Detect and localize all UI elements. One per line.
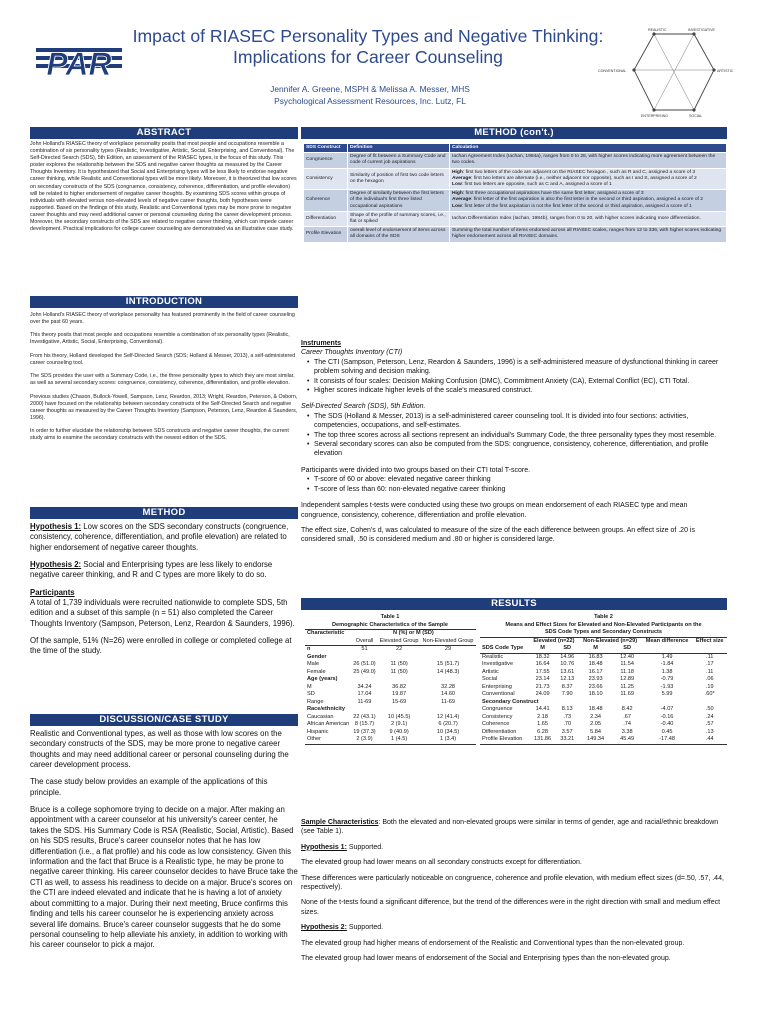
participants-label: Participants <box>30 587 75 597</box>
intro-paragraph: Previous studies (Chason, Bullock-Yowell, Sampson, Lenz, Reardon, 2013; Wright, Reardon, Peterson, & Osborn, 2000) have focused on the relationship between secondary constructs of the Self-Directed Search and negative career thoughts as measured by the Career Thoughts Inventory (Sampson, Peterson, Lenz, Reardon & Saunders, 1996). <box>30 393 298 421</box>
table-row: Female 25 (49.0) 11 (50) 14 (48.3) <box>307 668 460 675</box>
sample-text: Of the sample, 51% (N=26) were enrolled in college or completed college at the time of the study. <box>30 636 292 656</box>
col-header: Definition <box>348 144 450 153</box>
table-2-caption-2: SDS Code Types and Secondary Constructs <box>544 629 663 635</box>
abstract-heading: ABSTRACT <box>30 127 298 139</box>
title-line-1: Impact of RIASEC Personality Types and Negative Thinking: <box>132 26 604 46</box>
hex-label-enterprising: ENTERPRISING <box>641 114 668 118</box>
method-heading: METHOD <box>30 507 298 519</box>
hypothesis-1: Hypothesis 1: Low scores on the SDS secondary constructs (congruence, consistency, coherence, differentiation, and profile elevation) are related to higher endorsement of negative career thoughts. <box>30 522 289 552</box>
cti-list <box>308 358 727 396</box>
table-row: Congruence 14.41 8.13 18.48 8.42 -4.07 .50 <box>482 706 714 712</box>
results-h2-label: Hypothesis 2: <box>301 924 347 932</box>
intro-paragraph: In order to further elucidate the relationship between SDS constructs and negative career thoughts, the current study aims to examine the secondary constructs with the newest edition of the SDS. <box>30 428 289 442</box>
introduction-text <box>30 312 298 500</box>
table-row: Congruence Degree of fit between a Summary Code and code of current job aspirations Iachan Agreement Index (Iachan, 1984a), ranges from 0 to 28, with higher scores indicating more agreement between the two codes. <box>304 153 727 168</box>
table-row: Coherence 1.65 .70 2.05 .74 -0.40 .57 <box>482 721 714 727</box>
table-row: Differentiation Shape of the profile of summary scores, i.e., flat or spiked Iachan Differentiation Index (Iachan, 1984b), ranges from 0 to 20, with higher scores indicating more differentiation. <box>304 211 727 226</box>
riasec-hexagon <box>596 22 746 122</box>
table-row: Realistic 18.32 14.96 16.83 12.40 1.49 .11 <box>482 653 714 660</box>
results-paragraph: The elevated group had higher means of endorsement of the Realistic and Conventional types than the non-elevated group. <box>301 939 685 947</box>
table-1-caption: Demographic Characteristics of the Sample <box>332 621 448 628</box>
effect-size-text: The effect size, Cohen's d, was calculated to measure of the size of the each difference between groups. An effect size of .20 is considered small, .50 is considered medium and .80 or higher is considered large. <box>301 526 695 544</box>
table-row: Differentiation 6.28 3.57 5.84 3.38 0.45 .13 <box>482 728 714 735</box>
table-row: Enterprising 21.73 8.37 23.66 11.25 -1.93 .19 <box>482 683 714 690</box>
table-row: Profile Elevation 131.86 33.21 149.34 45.49 -17.48 .44 <box>480 736 727 744</box>
results-paragraph: The elevated group had lower means of endorsement of the Social and Enterprising types than the non-elevated group. <box>301 955 671 963</box>
list-item: • T-score of less than 60: non-elevated negative career thinking <box>308 485 727 494</box>
method-text <box>30 522 298 707</box>
table-subheader: Secondary Construct <box>482 698 539 705</box>
hex-label-conventional: CONVENTIONAL <box>598 69 627 73</box>
list-item: • The CTI (Sampson, Peterson, Lenz, Reardon & Saunders, 1996) is a self-administered measure of dysfunctional thinking in career problem solving and decision making. <box>308 358 727 377</box>
groups-list <box>308 475 727 494</box>
discussion-heading: DISCUSSION/CASE STUDY <box>30 714 298 726</box>
table-row: Consistency 2.18 .73 2.34 .67 -0.16 .24 <box>482 713 714 720</box>
table-2-caption-1: Means and Effect Sizes for Elevated and Non-Elevated Participants on the <box>505 621 702 628</box>
table-row: Hispanic 19 (37.3) 9 (40.9) 10 (34.5) <box>307 728 460 735</box>
logo-text: PAR <box>46 46 112 82</box>
case-study-paragraph: Bruce is a college sophomore trying to decide on a major. After making an appointment with a career counselor at his university's career center, he takes the SDS. His Summary Code is RSA (Realistic, Social, Artistic). Based on his SDS results, Bruce's career counselor notes that he has low differentiation (i.e., a flat profile) and his code as low consistency. Given this information and the fact that Bruce is a Realistic type, he may be prone to negative career thinking. His career counselor decides to have Bruce take the CTI as well, to assess his readiness to decide on a major. Bruce's scores on the CTI are indeed elevated and indicate that he is having a lot of anxiety about committing to a major. During their next meeting, Bruce confirms this finding and tells his career counselor he is experiencing anxiety across several life domains. Bruce's career counselor suggests that he do some personal counseling to help alleviate his anxiety, in addition to working with his career counselor to pick a major. <box>30 805 298 950</box>
table-2 <box>480 614 727 745</box>
cti-title: Career Thoughts Inventory (CTI) <box>301 349 403 357</box>
results-paragraph: The elevated group had lower means on all secondary constructs except for differentiation. <box>301 859 582 867</box>
discussion-paragraph: The case study below provides an example of the applications of this principle. <box>30 777 268 797</box>
table-row: African American 8 (15.7) 2 (9.1) 6 (20.7) <box>307 721 458 727</box>
list-item: • It consists of four scales: Decision Making Confusion (DMC), Commitment Anxiety (CA), External Conflict (EC), CTI Total. <box>308 377 727 386</box>
results-h1-label: Hypothesis 1: <box>301 843 347 851</box>
constructs-table <box>303 143 727 243</box>
table-1 <box>305 614 475 745</box>
table-1-title: Table 1 <box>380 614 400 620</box>
sds-title: Self-Directed Search (SDS), 5th Edition. <box>301 403 426 411</box>
groups-text: Participants were divided into two groups based on their CTI total T-score. <box>301 466 531 474</box>
method-cont-heading: METHOD (con't.) <box>301 127 727 139</box>
hex-label-realistic: REALISTIC <box>648 28 667 32</box>
poster-title <box>122 26 614 68</box>
hypothesis-2-label: Hypothesis 2: <box>30 560 82 570</box>
sds-list <box>308 412 727 459</box>
hex-label-investigative: INVESTIGATIVE <box>688 28 715 32</box>
col-header: Calculation <box>450 144 727 153</box>
table-row: M 34.24 36.82 32.28 <box>307 683 456 690</box>
table-row: Gender <box>307 653 327 660</box>
results-heading: RESULTS <box>301 598 727 610</box>
table-row: Conventional 24.09 7.90 18.10 11.69 5.99 .60* <box>482 691 715 697</box>
table-row: Consistency Similarity of position of first two code letters on the hexagon High: first two letters of the code are adjacent on the RIASEC hexagon , such as R and C, assigned a score of 3 Average: first two letters are alternate (i.e., neither adjacent nor opposite), such as I and S, assigned a score of 2 Low: first two letters are opposite, such as C and A, assigned a score of 1 <box>304 168 727 190</box>
table-row: n 51 22 29 <box>307 646 452 652</box>
demographics-table: Characteristic N (%) or M (SD) Overall Elevated Group Non-Elevated Group n 51 22 29 Gender Male 26 (51.0) 11 (50) 15 (51.7) Female 25 (49.0) 11 (50) 14 (48.3) Age (years) M 34.24 36.82 32.28 SD 17.04 19.87 14.60 Range 11-69 15-69 11-69 Race/ethnicity Caucasian 22 (43.1) 10 (45.5) 12 (41.4) African American 8 (15.7) 2 (9.1) 6 (20.7) Hispanic 19 (37.3) 9 (40.9) 10 (34.5) Other 2 (3.9) 1 (4.5) 1 (3.4) <box>307 630 474 742</box>
abstract-paragraph: John Holland's RIASEC theory of workplace personality posits that most people and occupations resemble a combination of six personality types (Realistic, Investigative, Artistic, Social, Enterprising, and Conventional). The Self-Directed Search (SDS), 5th Edition, an assessment of the RIASEC types, is the focus of this study. This poster explores the relationship between the SDS and negative career thoughts as measured by the Career Thoughts Inventory. It is hypothesized that Social and Enterprising types will be less likely to endorse negative career thinking, while Realistic and Conventional types will be more likely. Moreover, it is theorized that low scores on secondary constructs of the SDS (congruence, consistency, coherence, differentiation, and profile elevation) will be related to higher endorsement of negative career thoughts. By examining SDS scores within groups of individuals with elevated versus non-elevated levels of negative career thoughts, both hypotheses were supported. Based on the findings of this study, Realistic and Conventional types may be more prone to negative career thoughts and may need additional career or personal counseling during the career development process. Moreover, the secondary constructs of the SDS are related to negative career thinking, which can impede career development. Practical implications for college career counseling are demonstrated via an illustrative case study. <box>30 141 297 233</box>
table-row: Male 26 (51.0) 11 (50) 15 (51.7) <box>307 661 460 667</box>
ttest-text: Independent samples t-tests were conducted using these two groups on mean endorsement of each RIASEC type and mean congruence, consistency, coherence, differentiation and profile elevation. <box>301 502 688 519</box>
affiliation: Psychological Assessment Resources, Inc. Lutz, FL <box>274 96 466 106</box>
list-item: • The top three scores across all sections represent an individual's Summary Code, the three personality types they most resemble. <box>308 431 727 440</box>
sample-characteristics: Sample Characteristics: Both the elevated and non-elevated groups were similar in terms of gender, age and racial/ethnic breakdown (see Table 1). <box>301 819 719 836</box>
instruments-section <box>301 339 727 597</box>
participants-text: A total of 1,739 individuals were recruited nationwide to complete SDS, 5th edition and a subset of this sample (n = 51) also completed the Career Thoughts Inventory (Sampson, Peterson, Lenz, Reardon & Saunders, 1996). <box>30 598 295 628</box>
table-row: Caucasian 22 (43.1) 10 (45.5) 12 (41.4) <box>307 713 460 720</box>
intro-paragraph: John Holland's RIASEC theory of workplace personality has featured prominently in the field of career counseling over the past 60 years. <box>30 312 295 326</box>
list-item: • Higher scores indicate higher levels of the scale's measured construct. <box>308 386 727 395</box>
intro-paragraph: This theory posits that most people and occupations resemble a combination of six personality types (Realistic, Investigative, Artistic, Social, Enterprising, Conventional). <box>30 332 290 346</box>
table-row: Race/ethnicity <box>307 706 345 712</box>
authors-block <box>200 83 540 107</box>
intro-paragraph: The SDS provides the user with a Summary Code, i.e., the three personality types to which they are most similar, as well as several secondary scores: congruence, consistency, coherence, differentiation, and profile elevation. <box>30 373 295 387</box>
table-row: Social 23.14 12.13 23.93 12.89 -0.79 .06 <box>482 676 714 682</box>
hex-label-social: SOCIAL <box>689 114 703 118</box>
effect-size-table: Elevated (n=22) Non-Elevated (n=29) Mean difference Effect size SDS Code Type M SD M SD Realistic 18.32 14.96 16.83 12.40 1.49 .11 Investigative 16.64 10.76 18.48 11.54 -1.84 .17 Artistic 17.55 13.61 16.17 11.18 1.38 .11 Social 23.14 12.13 23.93 12.89 -0.79 .06 Enterprising 21.73 8.37 23.66 11.25 -1.93 .19 Conventional 24.09 7.90 18.10 11.69 5.99 .60* Secondary Construct Congruence 14.41 8.13 18.48 8.42 -4.07 .50 Consistency 2.18 .73 2.34 .67 -0.16 .24 Coherence 1.65 .70 2.05 .74 -0.40 .57 Differentiation 6.28 3.57 5.84 3.38 0.45 .13 Profile Elevation 131.86 33.21 149.34 45.49 -17.48 .44 <box>480 637 727 745</box>
table-row: Profile Elevation overall level of endorsement of items across all domains of the SDS Summing the total number of items endorsed across all RIASEC scales, ranges from 12 to 336, with higher scores indicating higher endorsement across all RIASEC domains. <box>304 227 727 242</box>
hypothesis-2: Hypothesis 2: Social and Enterprising types are less likely to endorse negative career thinking, and R and C types are more likely to do so. <box>30 560 273 580</box>
list-item: • T-score of 60 or above: elevated negative career thinking <box>308 475 727 484</box>
results-paragraph: These differences were particularly noticeable on congruence, coherence and profile elevation, with medium effect sizes (d=.50, .57, .44, respectively). <box>301 874 724 892</box>
intro-paragraph: From his theory, Holland developed the Self-Directed Search (SDS; Holland & Messer, 2013), a self-administered career counseling tool. <box>30 352 296 366</box>
list-item: • Several secondary scores can also be computed from the SDS: congruence, consistency, coherence, differentiation, and profile elevation <box>308 440 727 459</box>
authors: Jennifer A. Greene, MSPH & Melissa A. Messer, MHS <box>270 84 470 94</box>
table-row: Artistic 17.55 13.61 16.17 11.18 1.38 .11 <box>482 668 714 675</box>
table-row: Other 2 (3.9) 1 (4.5) 1 (3.4) <box>305 736 476 744</box>
table-row: Coherence Degree of similarity between the first letters of the individual's first three listed occupational aspirations High: first three occupational aspirations have the same first letter, assigned a score of 3 Average: first letter of the first aspiration is also the first letter in the second or third aspiration, assigned a score of 2 Low: first letter of the first aspiration is not the first letter of the second or third aspiration, assigned a score of 1 <box>304 190 727 212</box>
table-row: Investigative 16.64 10.76 18.48 11.54 -1.84 .17 <box>482 661 714 667</box>
col-header: SDS Construct <box>304 144 348 153</box>
hypothesis-1-label: Hypothesis 1: <box>30 522 82 531</box>
hex-label-artistic: ARTISTIC <box>717 69 734 73</box>
introduction-heading: INTRODUCTION <box>30 296 298 308</box>
instruments-heading: Instruments <box>301 340 342 347</box>
abstract-text <box>30 141 298 293</box>
results-text: Sample Characteristics: Both the elevated and non-elevated groups were similar in terms of gender, age and racial/ethnic breakdown (see Table 1). Hypothesis 1: Supported. The elevated group had lower means on all secondary constructs except for differentiation. These differences were particularly noticeable on congruence, coherence and profile elevation, with medium effect sizes (d=.50, .57, .44, respectively). None of the t-tests found a significant difference, but the trend of the differences were in the right direction with small and medium effect sizes. Hypothesis 2: Supported. The elevated group had higher means of endorsement of the Realistic and Conventional types than the non-elevated group. The elevated group had lower means of endorsement of the Social and Enterprising types than the non-elevated group. <box>301 818 727 1018</box>
table-row: Age (years) <box>307 676 338 682</box>
par-logo <box>36 42 122 84</box>
discussion-text <box>30 729 298 1019</box>
table-row: Range 11-69 15-69 11-69 <box>307 698 455 705</box>
list-item: • The SDS (Holland & Messer, 2013) is a self-administered career counseling tool. It is divided into four sections: activities, competencies, occupations, and self-estimates. <box>308 412 727 431</box>
table-row: SD 17.04 19.87 14.60 <box>307 691 456 697</box>
discussion-paragraph: Realistic and Conventional types, as well as those with low scores on the secondary constructs of the SDS, may be more prone to negative career thoughts and may need additional career or personal counseling during the career development process. <box>30 729 289 770</box>
title-line-2: Implications for Career Counseling <box>233 47 503 67</box>
table-2-title: Table 2 <box>594 614 613 620</box>
results-paragraph: None of the t-tests found a significant difference, but the trend of the differences were in the right direction with small and medium effect sizes. <box>301 899 721 916</box>
